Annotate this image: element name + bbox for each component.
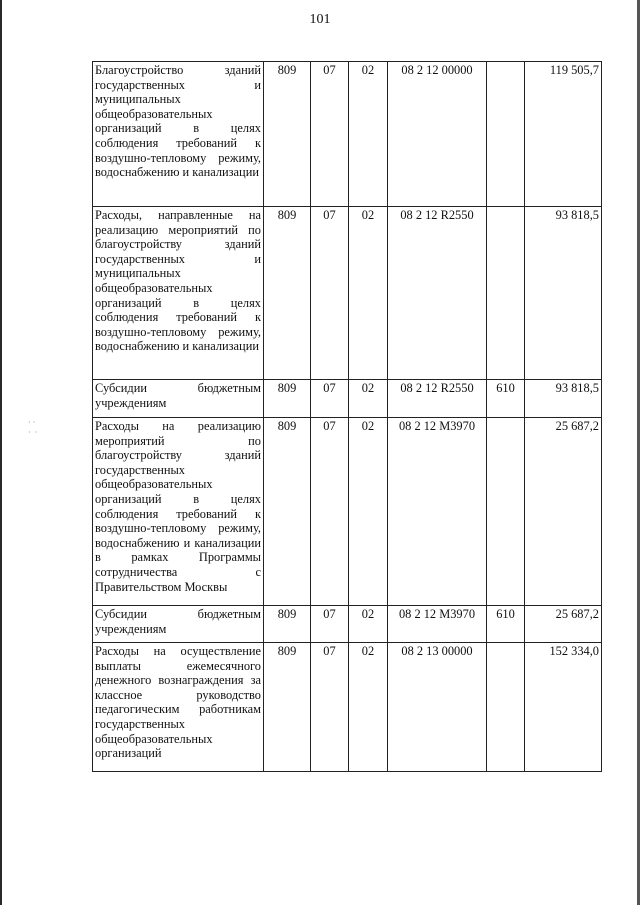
scan-edge-left (0, 0, 2, 905)
row-ved: 809 (264, 380, 311, 418)
row-ved: 809 (264, 606, 311, 643)
row-amount: 119 505,7 (525, 62, 602, 207)
row-description: Благоустройство зданий государственных и муниципальных общеобразовательных организаций в целях соблюдения требований к воздушно-тепловому режиму, водоснабжению и канализации (93, 62, 264, 207)
row-pr: 02 (349, 380, 388, 418)
row-csr: 08 2 13 00000 (388, 643, 487, 772)
row-pr: 02 (349, 606, 388, 643)
row-description: Расходы на реализацию мероприятий по благоустройству зданий государственных общеобразовательных организаций в целях соблюдения требований к воздушно-тепловому режиму, водоснабжению и канализации в рамках Программы сотрудничества с Правительством Москвы (93, 418, 264, 606)
row-vr (487, 418, 525, 606)
row-vr: 610 (487, 606, 525, 643)
row-rz: 07 (311, 418, 349, 606)
row-amount: 93 818,5 (525, 380, 602, 418)
row-csr: 08 2 12 М3970 (388, 418, 487, 606)
row-ved: 809 (264, 207, 311, 380)
row-vr (487, 62, 525, 207)
table-row (93, 207, 602, 380)
row-rz: 07 (311, 643, 349, 772)
row-ved: 809 (264, 62, 311, 207)
page-number: 101 (309, 12, 331, 27)
row-description: Субсидии бюджетным учреждениям (93, 606, 264, 643)
row-pr: 02 (349, 418, 388, 606)
scan-artifact: · · · · (28, 418, 38, 437)
row-pr: 02 (349, 207, 388, 380)
table-row (93, 380, 602, 418)
row-vr: 610 (487, 380, 525, 418)
row-amount: 25 687,2 (525, 418, 602, 606)
row-amount: 152 334,0 (525, 643, 602, 772)
row-rz: 07 (311, 380, 349, 418)
budget-table (92, 61, 602, 772)
row-vr (487, 643, 525, 772)
table-row (93, 62, 602, 207)
row-csr: 08 2 12 М3970 (388, 606, 487, 643)
table-row (93, 643, 602, 772)
row-amount: 25 687,2 (525, 606, 602, 643)
row-pr: 02 (349, 62, 388, 207)
table-row (93, 418, 602, 606)
row-csr: 08 2 12 R2550 (388, 380, 487, 418)
row-amount: 93 818,5 (525, 207, 602, 380)
row-description: Расходы, направленные на реализацию мероприятий по благоустройству зданий государственных и муниципальных общеобразовательных организаций в целях соблюдения требований к воздушно-тепловому режиму, водоснабжению и канализации (93, 207, 264, 380)
row-vr (487, 207, 525, 380)
row-pr: 02 (349, 643, 388, 772)
row-csr: 08 2 12 00000 (388, 62, 487, 207)
row-ved: 809 (264, 418, 311, 606)
row-rz: 07 (311, 62, 349, 207)
table-row (93, 606, 602, 643)
row-description: Субсидии бюджетным учреждениям (93, 380, 264, 418)
row-ved: 809 (264, 643, 311, 772)
row-rz: 07 (311, 606, 349, 643)
row-csr: 08 2 12 R2550 (388, 207, 487, 380)
row-rz: 07 (311, 207, 349, 380)
row-description: Расходы на осуществление выплаты ежемесячного денежного вознаграждения за классное руководство педагогическим работникам государственных общеобразовательных организаций (93, 643, 264, 772)
